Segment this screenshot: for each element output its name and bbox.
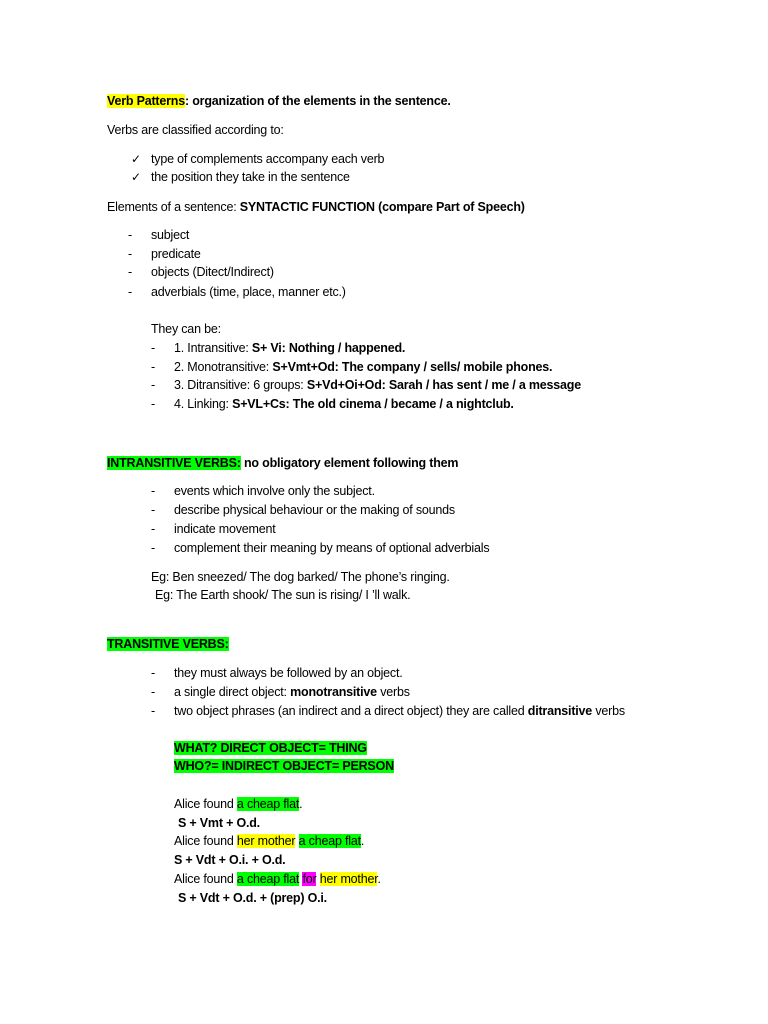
syntactic-function: SYNTACTIC FUNCTION (compare Part of Speech) <box>239 200 525 214</box>
elements-heading <box>107 199 525 215</box>
transitive-item: they must always be followed by an object. <box>174 666 403 680</box>
intransitive-heading <box>107 455 458 471</box>
preposition-highlight: for <box>302 872 317 886</box>
dash-bullet: - <box>151 341 155 355</box>
element-item: predicate <box>151 247 201 261</box>
intransitive-item: indicate movement <box>174 522 276 536</box>
classified-item: the position they take in the sentence <box>151 170 350 184</box>
verb-type-formula: S+Vd+Oi+Od: Sarah / has sent / me / a message <box>306 378 581 392</box>
ditransitive-term: ditransitive <box>527 704 593 718</box>
verb-type-item <box>174 340 405 356</box>
sentence-start: Alice found <box>174 797 237 811</box>
dash-bullet: - <box>151 503 155 517</box>
element-item: objects (Ditect/Indirect) <box>151 265 274 279</box>
sentence-end: . <box>299 797 303 811</box>
dash-bullet: - <box>151 484 155 498</box>
dash-bullet: - <box>151 541 155 555</box>
transitive-heading <box>107 636 229 652</box>
dash-bullet: - <box>151 685 155 699</box>
example-sentence-2 <box>174 833 364 849</box>
dash-bullet: - <box>151 397 155 411</box>
dash-bullet: - <box>128 285 132 299</box>
who-line <box>174 758 394 774</box>
transitive-item <box>174 684 410 700</box>
example-sentence-3 <box>174 871 381 887</box>
verb-type-name: 3. Ditransitive: 6 groups: <box>174 378 307 392</box>
transitive-item-prefix: a single direct object: <box>174 685 291 699</box>
what-line <box>174 740 367 756</box>
monotransitive-term: monotransitive <box>290 685 377 699</box>
element-item: adverbials (time, place, manner etc.) <box>151 285 346 299</box>
check-icon: ✓ <box>131 152 141 166</box>
direct-object-highlight: a cheap flat <box>236 872 300 886</box>
sentence-end: . <box>377 872 381 886</box>
verb-type-formula: S+ Vi: Nothing / happened. <box>251 341 406 355</box>
verb-type-item <box>174 396 514 412</box>
verb-type-item <box>174 377 581 393</box>
verb-type-formula: S+Vmt+Od: The company / sells/ mobile phones. <box>272 360 553 374</box>
direct-object-highlight: a cheap flat <box>298 834 361 848</box>
example-sentence-1 <box>174 796 302 812</box>
verb-patterns-definition: : organization of the elements in the sentence. <box>185 94 451 108</box>
sentence-start: Alice found <box>174 872 237 886</box>
indirect-object-highlight: her mother <box>236 834 296 848</box>
indirect-object-highlight: her mother <box>319 872 378 886</box>
they-can-be: They can be: <box>151 322 221 336</box>
example-line: Eg: Ben sneezed/ The dog barked/ The phone’s ringing. <box>151 570 450 584</box>
classified-intro: Verbs are classified according to: <box>107 123 284 137</box>
transitive-item-suffix: verbs <box>592 704 625 718</box>
formula-2: S + Vdt + O.i. + O.d. <box>174 853 286 867</box>
who-indirect-object: WHO?= INDIRECT OBJECT= PERSON <box>174 759 394 773</box>
sentence-start: Alice found <box>174 834 237 848</box>
sentence-end: . <box>360 834 365 848</box>
intransitive-item: complement their meaning by means of optional adverbials <box>174 541 490 555</box>
transitive-item-prefix: two object phrases (an indirect and a direct object) they are called <box>174 704 528 718</box>
intransitive-item: events which involve only the subject. <box>174 484 375 498</box>
transitive-item-suffix: verbs <box>376 685 410 699</box>
dash-bullet: - <box>151 704 155 718</box>
dash-bullet: - <box>151 378 155 392</box>
check-icon: ✓ <box>131 170 141 184</box>
dash-bullet: - <box>128 247 132 261</box>
elements-prefix: Elements of a sentence: <box>107 200 240 214</box>
transitive-label: TRANSITIVE VERBS: <box>107 637 229 651</box>
formula-3: S + Vdt + O.d. + (prep) O.i. <box>178 891 327 905</box>
verb-type-item <box>174 359 552 375</box>
element-item: subject <box>151 228 190 242</box>
dash-bullet: - <box>151 666 155 680</box>
title-line <box>107 93 451 109</box>
formula-1: S + Vmt + O.d. <box>178 816 260 830</box>
dash-bullet: - <box>128 228 132 242</box>
verb-type-name: 1. Intransitive: <box>174 341 252 355</box>
verb-patterns-label: Verb Patterns <box>107 94 185 108</box>
direct-object-highlight: a cheap flat <box>236 797 300 811</box>
verb-type-name: 4. Linking: <box>174 397 233 411</box>
dash-bullet: - <box>128 265 132 279</box>
intransitive-item: describe physical behaviour or the making of sounds <box>174 503 455 517</box>
dash-bullet: - <box>151 360 155 374</box>
classified-item: type of complements accompany each verb <box>151 152 385 166</box>
dash-bullet: - <box>151 522 155 536</box>
verb-type-name: 2. Monotransitive: <box>174 360 273 374</box>
intransitive-label: INTRANSITIVE VERBS: <box>107 456 241 470</box>
intransitive-definition: no obligatory element following them <box>240 456 459 470</box>
example-line: Eg: The Earth shook/ The sun is rising/ I ’ll walk. <box>155 588 411 602</box>
transitive-item <box>174 703 625 719</box>
what-direct-object: WHAT? DIRECT OBJECT= THING <box>174 741 367 755</box>
verb-type-formula: S+VL+Cs: The old cinema / became / a nightclub. <box>232 397 514 411</box>
